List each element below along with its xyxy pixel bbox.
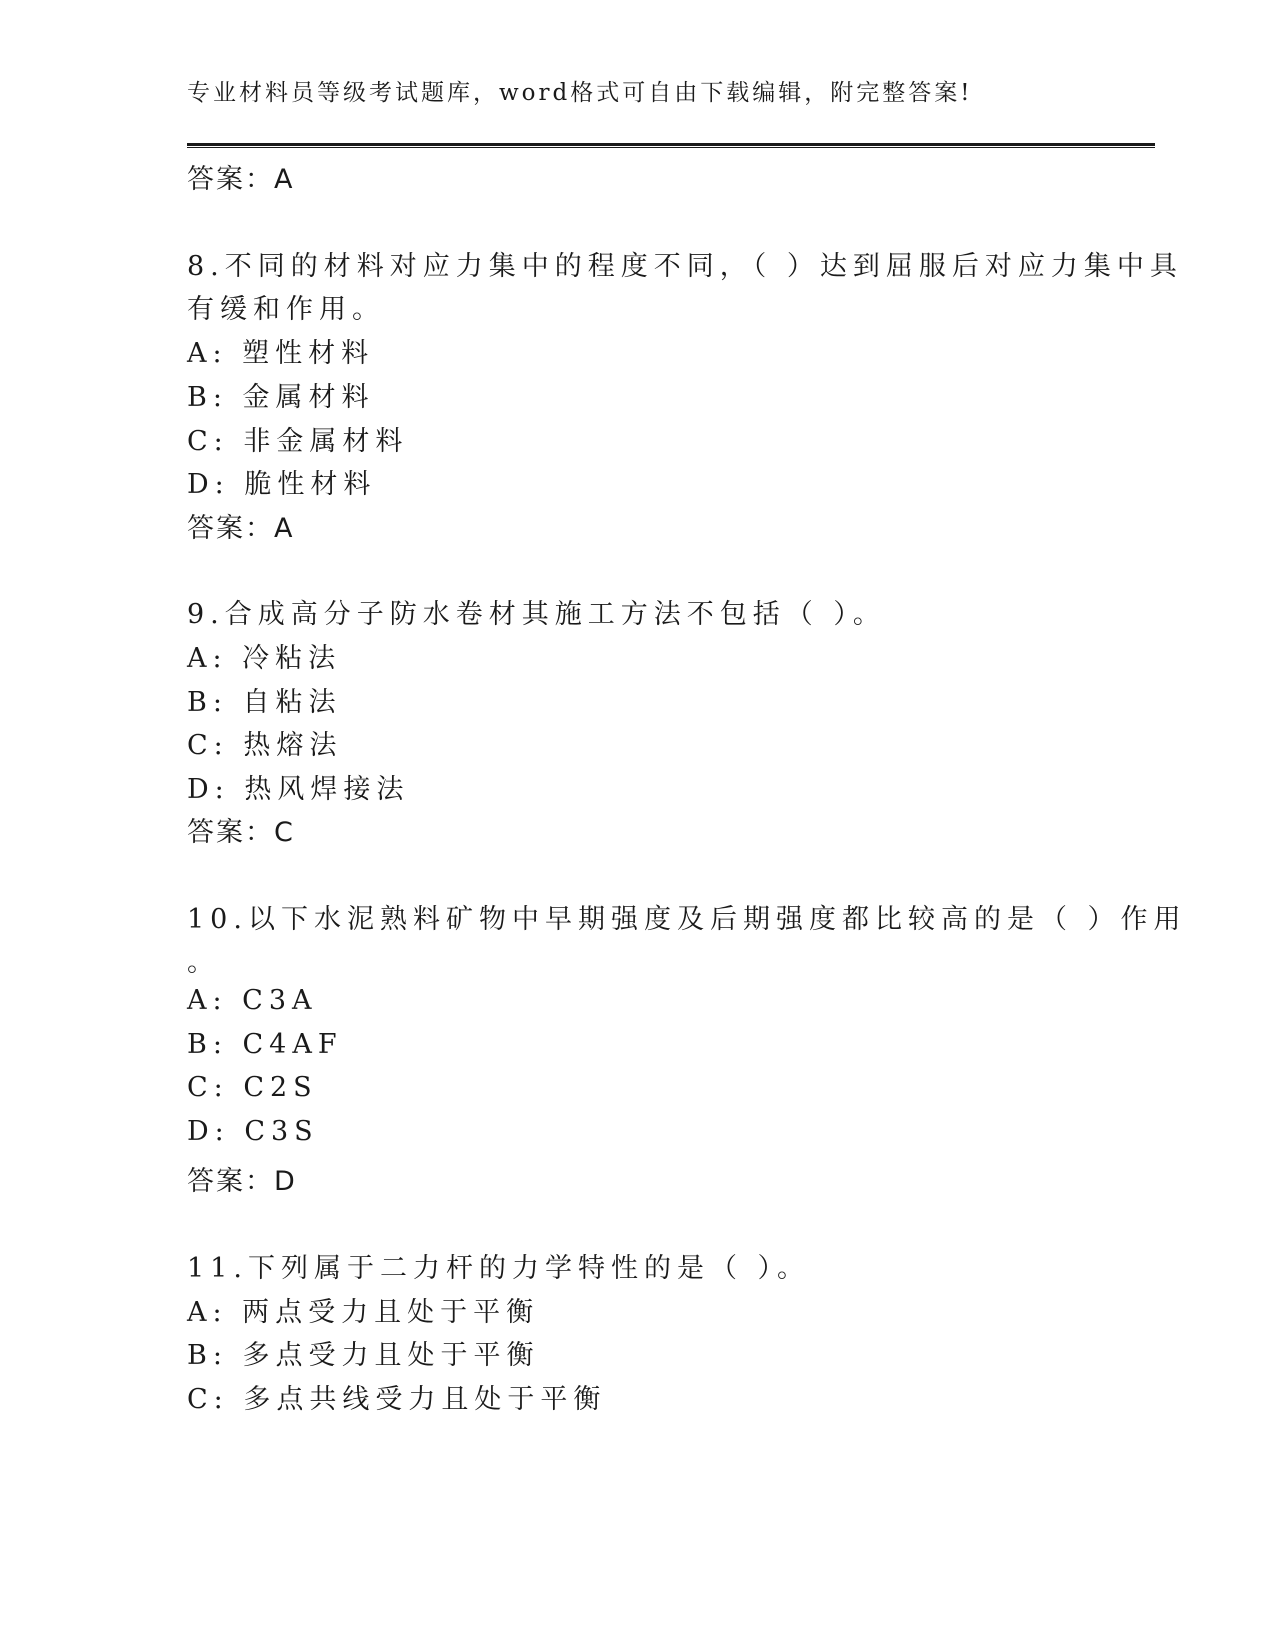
question-stem: 11.下列属于二力杆的力学特性的是（ ）。 [187,1253,811,1284]
option-b: B: 自粘法 [187,687,342,718]
question-stem: 9.合成高分子防水卷材其施工方法不包括（ ）。 [187,599,886,630]
question-stem: 10.以下水泥熟料矿物中早期强度及后期强度都比较高的是（ ）作用 [187,904,1187,935]
option-d: D: 脆性材料 [187,469,377,500]
option-d: D: C3S [187,1116,319,1147]
option-c: C: 热熔法 [187,730,343,761]
option-b: B: 多点受力且处于平衡 [187,1340,540,1371]
option-c: C: 非金属材料 [187,426,409,457]
answer-line: 答案：C [187,817,295,848]
answer-line: 答案：A [187,164,295,195]
question-stem-continuation: 有缓和作用。 [187,294,385,325]
option-b: B: C4AF [187,1029,343,1060]
question-stem-continuation: 。 [187,947,220,978]
option-c: C: C2S [187,1072,318,1103]
answer-line: 答案：A [187,513,295,544]
option-d: D: 热风焊接法 [187,774,410,805]
page-header: 专业材料员等级考试题库，word格式可自由下载编辑，附完整答案! [187,80,973,106]
option-a: A: 塑性材料 [187,338,375,369]
question-stem: 8.不同的材料对应力集中的程度不同，（ ）达到屈服后对应力集中具 [187,251,1183,282]
option-b: B: 金属材料 [187,382,375,413]
header-divider [187,143,1155,148]
option-c: C: 多点共线受力且处于平衡 [187,1384,607,1415]
option-a: A: 两点受力且处于平衡 [187,1297,540,1328]
option-a: A: 冷粘法 [187,643,342,674]
option-a: A: C3A [187,985,318,1016]
answer-line: 答案：D [187,1166,297,1197]
